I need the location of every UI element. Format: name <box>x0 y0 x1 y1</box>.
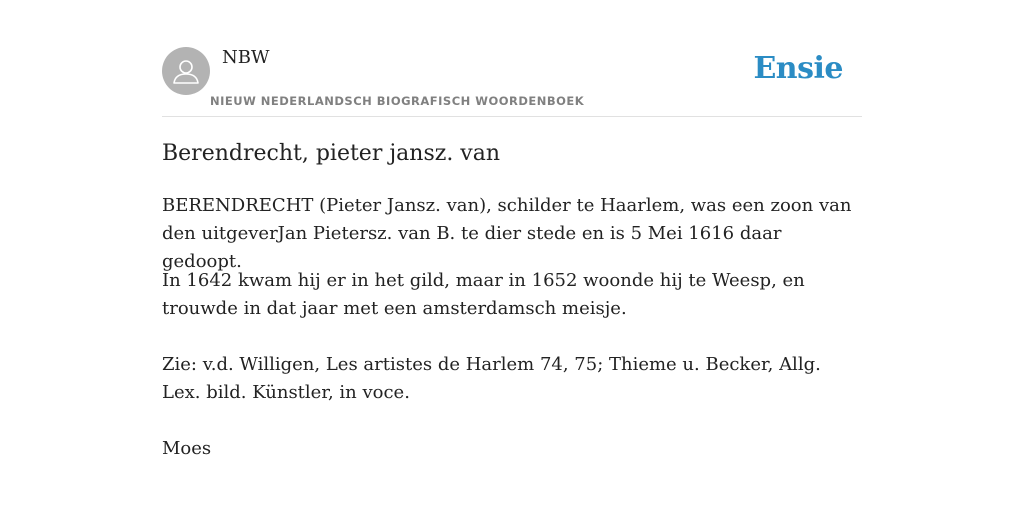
page <box>162 0 862 459</box>
article-references: Zie: v.d. Willigen, Les artistes de Harlem 74, 75; Thieme u. Becker, Allg. Lex. bild. Künstler, in voce. <box>162 354 821 403</box>
ensie-logo[interactable]: Ensie <box>753 51 843 86</box>
user-icon <box>162 47 210 95</box>
source-subtitle: NIEUW NEDERLANDSCH BIOGRAFISCH WOORDENBOEK <box>210 94 585 108</box>
article-paragraph-1: BERENDRECHT (Pieter Jansz. van), schilder te Haarlem, was een zoon van den uitgeverJan Pietersz. van B. te dier stede en is 5 Mei 1616 daar gedoopt. <box>162 195 852 272</box>
avatar[interactable] <box>162 47 210 95</box>
article-paragraph-2: In 1642 kwam hij er in het gild, maar in 1652 woonde hij te Weesp, en trouwde in dat jaar met een amsterdamsch meisje. <box>162 270 805 319</box>
author-name[interactable]: NBW <box>222 47 270 68</box>
header <box>162 0 862 117</box>
page-title: Berendrecht, pieter jansz. van <box>162 141 501 166</box>
article-author-signature: Moes <box>162 438 212 459</box>
